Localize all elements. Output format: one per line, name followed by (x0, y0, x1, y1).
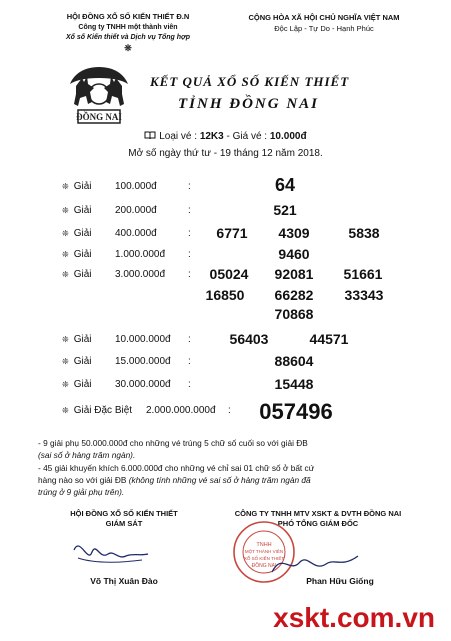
issuer-council: HỘI ĐỒNG XỔ SỐ KIẾN THIẾT Đ.N (66, 12, 190, 21)
star-icon: ❊ (62, 250, 69, 259)
note-2-detail-cont: trúng ở 9 giải phụ trên). (38, 487, 125, 497)
prize-label: Giải Đặc Biệt (73, 405, 133, 416)
note-2-detail: (không tính những vé sai số ở hàng trăm ngàn đã (128, 475, 311, 485)
document-title (150, 74, 390, 113)
star-icon: ❊ (62, 229, 69, 238)
prize-row: ❊ Giải 3.000.000đ : 05024 92081 51661 16850 66282 33343 70868 (62, 266, 384, 322)
jackpot-number: 057496 (259, 399, 333, 424)
winning-number: 9460 (278, 246, 310, 262)
prize-label: Giải (73, 356, 92, 367)
prize-amount: 100.000đ (115, 181, 157, 192)
prize-label: Giải (73, 181, 92, 192)
svg-text:TNHH: TNHH (256, 542, 272, 548)
winning-number: 15448 (274, 376, 314, 392)
prize-label: Giải (73, 228, 92, 239)
prize-label: Giải (73, 205, 92, 216)
title-line-1: KẾT QUẢ XỔ SỐ KIẾN THIẾT (150, 74, 350, 89)
winning-number: 5838 (348, 225, 380, 241)
jackpot-row: ❊ Giải Đặc Biệt 2.000.000.000đ : 057496 (62, 399, 333, 424)
issuer-header (48, 12, 208, 53)
prize-amount: 200.000đ (115, 205, 157, 216)
issuer-company-type: Công ty TNHH một thành viên (78, 23, 178, 31)
winning-number: 66282 (274, 287, 314, 303)
prize-amount: 1.000.000đ (115, 249, 166, 260)
supervisor-name: Võ Thị Xuân Đào (90, 576, 158, 586)
supervisor-signature (70, 530, 150, 575)
star-icon: ❊ (62, 182, 69, 191)
ticket-type-value: 12K3 (199, 131, 224, 142)
prize-row: ❊ Giải 1.000.000đ : 9460 (62, 246, 310, 262)
company-org: CÔNG TY TNHH MTV XSKT & DVTH ĐỒNG NAI (234, 509, 402, 518)
national-motto: Độc Lập - Tự Do - Hạnh Phúc (274, 24, 374, 33)
supervisor-org: HỘI ĐỒNG XỔ SỐ KIẾN THIẾT (70, 509, 178, 518)
logo-caption: ĐỒNG NAI (76, 112, 122, 122)
winning-number: 88604 (274, 353, 314, 369)
prize-row: ❊ Giải 10.000.000đ : 56403 44571 (62, 331, 349, 347)
prize-amount: 400.000đ (115, 228, 157, 239)
note-2-cont: hàng nào so với giải ĐB (38, 475, 127, 485)
winning-number: 51661 (343, 266, 383, 282)
winning-number: 56403 (229, 331, 269, 347)
winning-number: 44571 (309, 331, 349, 347)
supervisor-role: GIÁM SÁT (105, 519, 143, 528)
svg-text:MỘT THÀNH VIÊN: MỘT THÀNH VIÊN (244, 549, 284, 554)
prize-row: ❊ Giải 30.000.000đ : 15448 (62, 376, 314, 392)
winning-number: 4309 (278, 225, 310, 241)
ticket-price-value: 10.000đ (269, 131, 307, 142)
prize-amount: 30.000.000đ (115, 379, 171, 390)
national-header (226, 12, 422, 34)
star-icon: ❊ (62, 380, 69, 389)
ornament-icon: ❊ (124, 42, 132, 53)
star-icon: ❊ (62, 270, 69, 279)
winning-number: 92081 (274, 266, 314, 282)
ticket-info (0, 131, 451, 142)
winning-number: 521 (273, 202, 297, 218)
prize-amount: 10.000.000đ (115, 334, 171, 345)
national-title: CỘNG HÒA XÃ HỘI CHỦ NGHĨA VIỆT NAM (248, 13, 400, 22)
star-icon: ❊ (62, 357, 69, 366)
company-role: PHÓ TỔNG GIÁM ĐỐC (277, 519, 359, 528)
note-1: - 9 giải phụ 50.000.000đ cho những vé trúng 5 chữ số cuối so với giải ĐB (38, 438, 308, 448)
ticket-price-label: - Giá vé : (226, 131, 268, 142)
draw-date: Mở số ngày thứ tư - 19 tháng 12 năm 2018. (128, 148, 323, 159)
issuer-company-name: Xổ số Kiến thiết và Dịch vụ Tổng hợp (65, 34, 191, 41)
svg-text:XỔ SỐ KIẾN THIẾT: XỔ SỐ KIẾN THIẾT (243, 556, 285, 561)
prize-label: Giải (73, 269, 92, 280)
winning-number: 16850 (205, 287, 245, 303)
director-name: Phan Hữu Giống (306, 576, 374, 586)
ticket-type-label: Loại vé : (159, 131, 198, 142)
prize-label: Giải (73, 334, 92, 345)
prize-label: Giải (73, 249, 92, 260)
winning-number: 33343 (344, 287, 384, 303)
prize-row: ❊ Giải 200.000đ : 521 (62, 202, 297, 218)
prize-amount: 2.000.000.000đ (146, 405, 216, 416)
star-icon: ❊ (62, 406, 69, 415)
title-line-2: TỈNH ĐỒNG NAI (178, 96, 320, 112)
note-2: - 45 giải khuyến khích 6.000.000đ cho những vé chỉ sai 01 chữ số ở bất cứ (38, 463, 315, 473)
site-brand: xskt.com.vn (273, 602, 435, 633)
book-icon (144, 131, 159, 142)
winning-number: 05024 (209, 266, 249, 282)
star-icon: ❊ (62, 206, 69, 215)
prize-label: Giải (73, 379, 92, 390)
prize-notes (38, 437, 416, 499)
winning-number: 64 (274, 175, 296, 195)
winning-number: 6771 (216, 225, 248, 241)
prize-row: ❊ Giải 15.000.000đ : 88604 (62, 353, 314, 369)
note-1-detail: (sai số ở hàng trăm ngàn). (38, 450, 136, 460)
svg-text:ĐỒNG NAI: ĐỒNG NAI (251, 563, 277, 569)
supervisor-block (44, 509, 204, 529)
prize-amount: 15.000.000đ (115, 356, 171, 367)
prize-amount: 3.000.000đ (115, 269, 166, 280)
deer-emblem-icon (62, 64, 136, 126)
prize-row: ❊ Giải 400.000đ : 6771 4309 5838 (62, 225, 380, 241)
star-icon: ❊ (62, 335, 69, 344)
prize-row: ❊ Giải 100.000đ : 64 (62, 175, 296, 195)
winning-number: 70868 (274, 306, 314, 322)
